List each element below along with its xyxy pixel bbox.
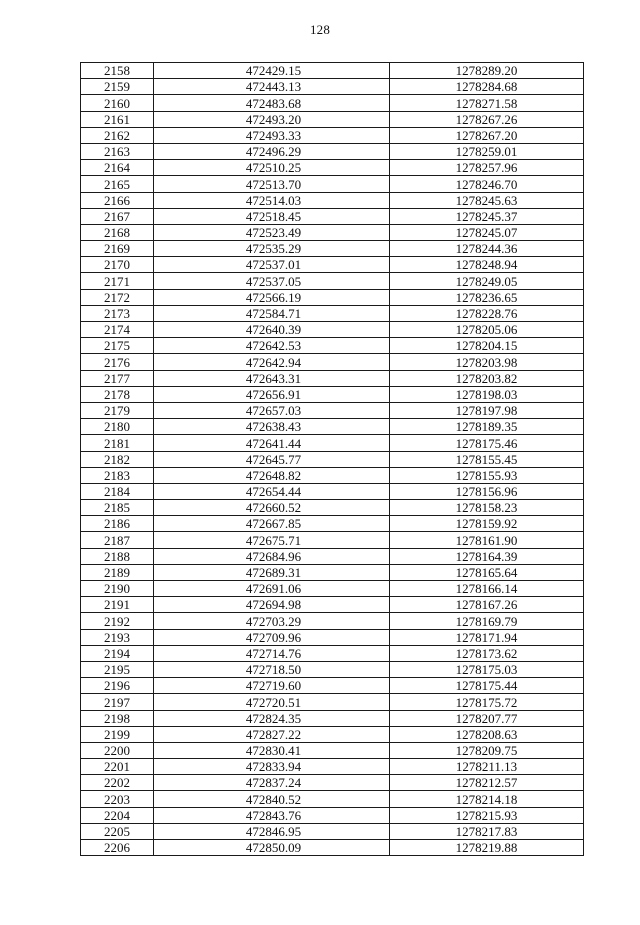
y-coordinate-cell: 1278219.88 xyxy=(390,840,584,856)
y-coordinate-cell: 1278236.65 xyxy=(390,289,584,305)
point-number-cell: 2186 xyxy=(81,516,154,532)
point-number-cell: 2177 xyxy=(81,370,154,386)
point-number-cell: 2174 xyxy=(81,322,154,338)
x-coordinate-cell: 472642.94 xyxy=(154,354,390,370)
x-coordinate-cell: 472518.45 xyxy=(154,208,390,224)
y-coordinate-cell: 1278246.70 xyxy=(390,176,584,192)
point-number-cell: 2194 xyxy=(81,645,154,661)
x-coordinate-cell: 472513.70 xyxy=(154,176,390,192)
table-row xyxy=(81,823,584,839)
table-row xyxy=(81,273,584,289)
table-row xyxy=(81,224,584,240)
point-number-cell: 2189 xyxy=(81,564,154,580)
point-number-cell: 2199 xyxy=(81,726,154,742)
x-coordinate-cell: 472689.31 xyxy=(154,564,390,580)
y-coordinate-cell: 1278249.05 xyxy=(390,273,584,289)
y-coordinate-cell: 1278189.35 xyxy=(390,419,584,435)
y-coordinate-cell: 1278167.26 xyxy=(390,597,584,613)
y-coordinate-cell: 1278205.06 xyxy=(390,322,584,338)
point-number-cell: 2180 xyxy=(81,419,154,435)
x-coordinate-cell: 472718.50 xyxy=(154,661,390,677)
y-coordinate-cell: 1278257.96 xyxy=(390,160,584,176)
point-number-cell: 2179 xyxy=(81,402,154,418)
point-number-cell: 2188 xyxy=(81,548,154,564)
point-number-cell: 2164 xyxy=(81,160,154,176)
table-row xyxy=(81,176,584,192)
x-coordinate-cell: 472645.77 xyxy=(154,451,390,467)
x-coordinate-cell: 472840.52 xyxy=(154,791,390,807)
point-number-cell: 2181 xyxy=(81,435,154,451)
point-number-cell: 2165 xyxy=(81,176,154,192)
y-coordinate-cell: 1278267.20 xyxy=(390,127,584,143)
x-coordinate-cell: 472648.82 xyxy=(154,467,390,483)
x-coordinate-cell: 472837.24 xyxy=(154,775,390,791)
y-coordinate-cell: 1278204.15 xyxy=(390,338,584,354)
table-row xyxy=(81,629,584,645)
y-coordinate-cell: 1278208.63 xyxy=(390,726,584,742)
table-row xyxy=(81,807,584,823)
table-row xyxy=(81,548,584,564)
y-coordinate-cell: 1278228.76 xyxy=(390,305,584,321)
table-row xyxy=(81,338,584,354)
point-number-cell: 2191 xyxy=(81,597,154,613)
y-coordinate-cell: 1278217.83 xyxy=(390,823,584,839)
x-coordinate-cell: 472843.76 xyxy=(154,807,390,823)
table-row xyxy=(81,581,584,597)
y-coordinate-cell: 1278214.18 xyxy=(390,791,584,807)
point-number-cell: 2160 xyxy=(81,95,154,111)
x-coordinate-cell: 472691.06 xyxy=(154,581,390,597)
x-coordinate-cell: 472523.49 xyxy=(154,224,390,240)
table-row xyxy=(81,726,584,742)
x-coordinate-cell: 472824.35 xyxy=(154,710,390,726)
point-number-cell: 2161 xyxy=(81,111,154,127)
table-row xyxy=(81,305,584,321)
table-row xyxy=(81,289,584,305)
point-number-cell: 2185 xyxy=(81,500,154,516)
point-number-cell: 2195 xyxy=(81,661,154,677)
y-coordinate-cell: 1278175.44 xyxy=(390,678,584,694)
x-coordinate-cell: 472714.76 xyxy=(154,645,390,661)
table-row xyxy=(81,532,584,548)
y-coordinate-cell: 1278259.01 xyxy=(390,143,584,159)
point-number-cell: 2158 xyxy=(81,63,154,79)
x-coordinate-cell: 472641.44 xyxy=(154,435,390,451)
point-number-cell: 2205 xyxy=(81,823,154,839)
table-row xyxy=(81,63,584,79)
x-coordinate-cell: 472443.13 xyxy=(154,79,390,95)
y-coordinate-cell: 1278267.26 xyxy=(390,111,584,127)
point-number-cell: 2176 xyxy=(81,354,154,370)
x-coordinate-cell: 472566.19 xyxy=(154,289,390,305)
table-row xyxy=(81,435,584,451)
x-coordinate-cell: 472660.52 xyxy=(154,500,390,516)
x-coordinate-cell: 472675.71 xyxy=(154,532,390,548)
table-row xyxy=(81,322,584,338)
x-coordinate-cell: 472640.39 xyxy=(154,322,390,338)
y-coordinate-cell: 1278158.23 xyxy=(390,500,584,516)
x-coordinate-cell: 472537.01 xyxy=(154,257,390,273)
x-coordinate-cell: 472510.25 xyxy=(154,160,390,176)
point-number-cell: 2200 xyxy=(81,742,154,758)
table-row xyxy=(81,613,584,629)
point-number-cell: 2159 xyxy=(81,79,154,95)
point-number-cell: 2190 xyxy=(81,581,154,597)
y-coordinate-cell: 1278175.03 xyxy=(390,661,584,677)
point-number-cell: 2172 xyxy=(81,289,154,305)
x-coordinate-cell: 472493.20 xyxy=(154,111,390,127)
table-row xyxy=(81,840,584,856)
point-number-cell: 2204 xyxy=(81,807,154,823)
y-coordinate-cell: 1278159.92 xyxy=(390,516,584,532)
y-coordinate-cell: 1278173.62 xyxy=(390,645,584,661)
table-row xyxy=(81,451,584,467)
point-number-cell: 2183 xyxy=(81,467,154,483)
y-coordinate-cell: 1278215.93 xyxy=(390,807,584,823)
table-row xyxy=(81,354,584,370)
table-row xyxy=(81,79,584,95)
table-row xyxy=(81,597,584,613)
point-number-cell: 2203 xyxy=(81,791,154,807)
y-coordinate-cell: 1278209.75 xyxy=(390,742,584,758)
x-coordinate-cell: 472830.41 xyxy=(154,742,390,758)
point-number-cell: 2178 xyxy=(81,386,154,402)
y-coordinate-cell: 1278284.68 xyxy=(390,79,584,95)
x-coordinate-cell: 472483.68 xyxy=(154,95,390,111)
x-coordinate-cell: 472694.98 xyxy=(154,597,390,613)
x-coordinate-cell: 472493.33 xyxy=(154,127,390,143)
y-coordinate-cell: 1278271.58 xyxy=(390,95,584,111)
y-coordinate-cell: 1278248.94 xyxy=(390,257,584,273)
y-coordinate-cell: 1278245.07 xyxy=(390,224,584,240)
y-coordinate-cell: 1278203.98 xyxy=(390,354,584,370)
point-number-cell: 2192 xyxy=(81,613,154,629)
y-coordinate-cell: 1278244.36 xyxy=(390,241,584,257)
table-row xyxy=(81,678,584,694)
point-number-cell: 2163 xyxy=(81,143,154,159)
x-coordinate-cell: 472709.96 xyxy=(154,629,390,645)
x-coordinate-cell: 472667.85 xyxy=(154,516,390,532)
table-row xyxy=(81,127,584,143)
point-number-cell: 2198 xyxy=(81,710,154,726)
point-number-cell: 2193 xyxy=(81,629,154,645)
y-coordinate-cell: 1278169.79 xyxy=(390,613,584,629)
coordinate-table xyxy=(80,62,584,856)
x-coordinate-cell: 472514.03 xyxy=(154,192,390,208)
x-coordinate-cell: 472657.03 xyxy=(154,402,390,418)
table-row xyxy=(81,661,584,677)
table-row xyxy=(81,564,584,580)
point-number-cell: 2175 xyxy=(81,338,154,354)
y-coordinate-cell: 1278156.96 xyxy=(390,483,584,499)
x-coordinate-cell: 472642.53 xyxy=(154,338,390,354)
x-coordinate-cell: 472684.96 xyxy=(154,548,390,564)
point-number-cell: 2171 xyxy=(81,273,154,289)
y-coordinate-cell: 1278166.14 xyxy=(390,581,584,597)
x-coordinate-cell: 472703.29 xyxy=(154,613,390,629)
x-coordinate-cell: 472850.09 xyxy=(154,840,390,856)
table-row xyxy=(81,775,584,791)
x-coordinate-cell: 472720.51 xyxy=(154,694,390,710)
table-row xyxy=(81,710,584,726)
x-coordinate-cell: 472638.43 xyxy=(154,419,390,435)
point-number-cell: 2197 xyxy=(81,694,154,710)
point-number-cell: 2182 xyxy=(81,451,154,467)
point-number-cell: 2167 xyxy=(81,208,154,224)
point-number-cell: 2206 xyxy=(81,840,154,856)
table-row xyxy=(81,516,584,532)
x-coordinate-cell: 472833.94 xyxy=(154,759,390,775)
table-row xyxy=(81,241,584,257)
table-row xyxy=(81,386,584,402)
y-coordinate-cell: 1278165.64 xyxy=(390,564,584,580)
y-coordinate-cell: 1278198.03 xyxy=(390,386,584,402)
y-coordinate-cell: 1278155.93 xyxy=(390,467,584,483)
table-row xyxy=(81,742,584,758)
x-coordinate-cell: 472584.71 xyxy=(154,305,390,321)
table-row xyxy=(81,645,584,661)
point-number-cell: 2184 xyxy=(81,483,154,499)
point-number-cell: 2170 xyxy=(81,257,154,273)
table-row xyxy=(81,192,584,208)
point-number-cell: 2173 xyxy=(81,305,154,321)
y-coordinate-cell: 1278203.82 xyxy=(390,370,584,386)
y-coordinate-cell: 1278171.94 xyxy=(390,629,584,645)
point-number-cell: 2166 xyxy=(81,192,154,208)
table-row xyxy=(81,791,584,807)
y-coordinate-cell: 1278245.63 xyxy=(390,192,584,208)
x-coordinate-cell: 472827.22 xyxy=(154,726,390,742)
coordinate-table-body xyxy=(81,63,584,856)
table-row xyxy=(81,483,584,499)
table-row xyxy=(81,160,584,176)
y-coordinate-cell: 1278175.46 xyxy=(390,435,584,451)
table-row xyxy=(81,257,584,273)
x-coordinate-cell: 472654.44 xyxy=(154,483,390,499)
y-coordinate-cell: 1278289.20 xyxy=(390,63,584,79)
y-coordinate-cell: 1278197.98 xyxy=(390,402,584,418)
table-row xyxy=(81,143,584,159)
table-row xyxy=(81,111,584,127)
x-coordinate-cell: 472496.29 xyxy=(154,143,390,159)
y-coordinate-cell: 1278175.72 xyxy=(390,694,584,710)
point-number-cell: 2168 xyxy=(81,224,154,240)
table-row xyxy=(81,759,584,775)
table-row xyxy=(81,500,584,516)
y-coordinate-cell: 1278245.37 xyxy=(390,208,584,224)
point-number-cell: 2187 xyxy=(81,532,154,548)
table-row xyxy=(81,467,584,483)
y-coordinate-cell: 1278161.90 xyxy=(390,532,584,548)
x-coordinate-cell: 472537.05 xyxy=(154,273,390,289)
x-coordinate-cell: 472656.91 xyxy=(154,386,390,402)
page-number: 128 xyxy=(309,22,331,37)
y-coordinate-cell: 1278155.45 xyxy=(390,451,584,467)
y-coordinate-cell: 1278212.57 xyxy=(390,775,584,791)
x-coordinate-cell: 472719.60 xyxy=(154,678,390,694)
table-row xyxy=(81,402,584,418)
table-row xyxy=(81,95,584,111)
table-row xyxy=(81,208,584,224)
y-coordinate-cell: 1278207.77 xyxy=(390,710,584,726)
x-coordinate-cell: 472643.31 xyxy=(154,370,390,386)
table-row xyxy=(81,419,584,435)
table-row xyxy=(81,694,584,710)
y-coordinate-cell: 1278211.13 xyxy=(390,759,584,775)
point-number-cell: 2169 xyxy=(81,241,154,257)
x-coordinate-cell: 472846.95 xyxy=(154,823,390,839)
y-coordinate-cell: 1278164.39 xyxy=(390,548,584,564)
x-coordinate-cell: 472535.29 xyxy=(154,241,390,257)
point-number-cell: 2201 xyxy=(81,759,154,775)
point-number-cell: 2162 xyxy=(81,127,154,143)
point-number-cell: 2202 xyxy=(81,775,154,791)
point-number-cell: 2196 xyxy=(81,678,154,694)
x-coordinate-cell: 472429.15 xyxy=(154,63,390,79)
table-row xyxy=(81,370,584,386)
